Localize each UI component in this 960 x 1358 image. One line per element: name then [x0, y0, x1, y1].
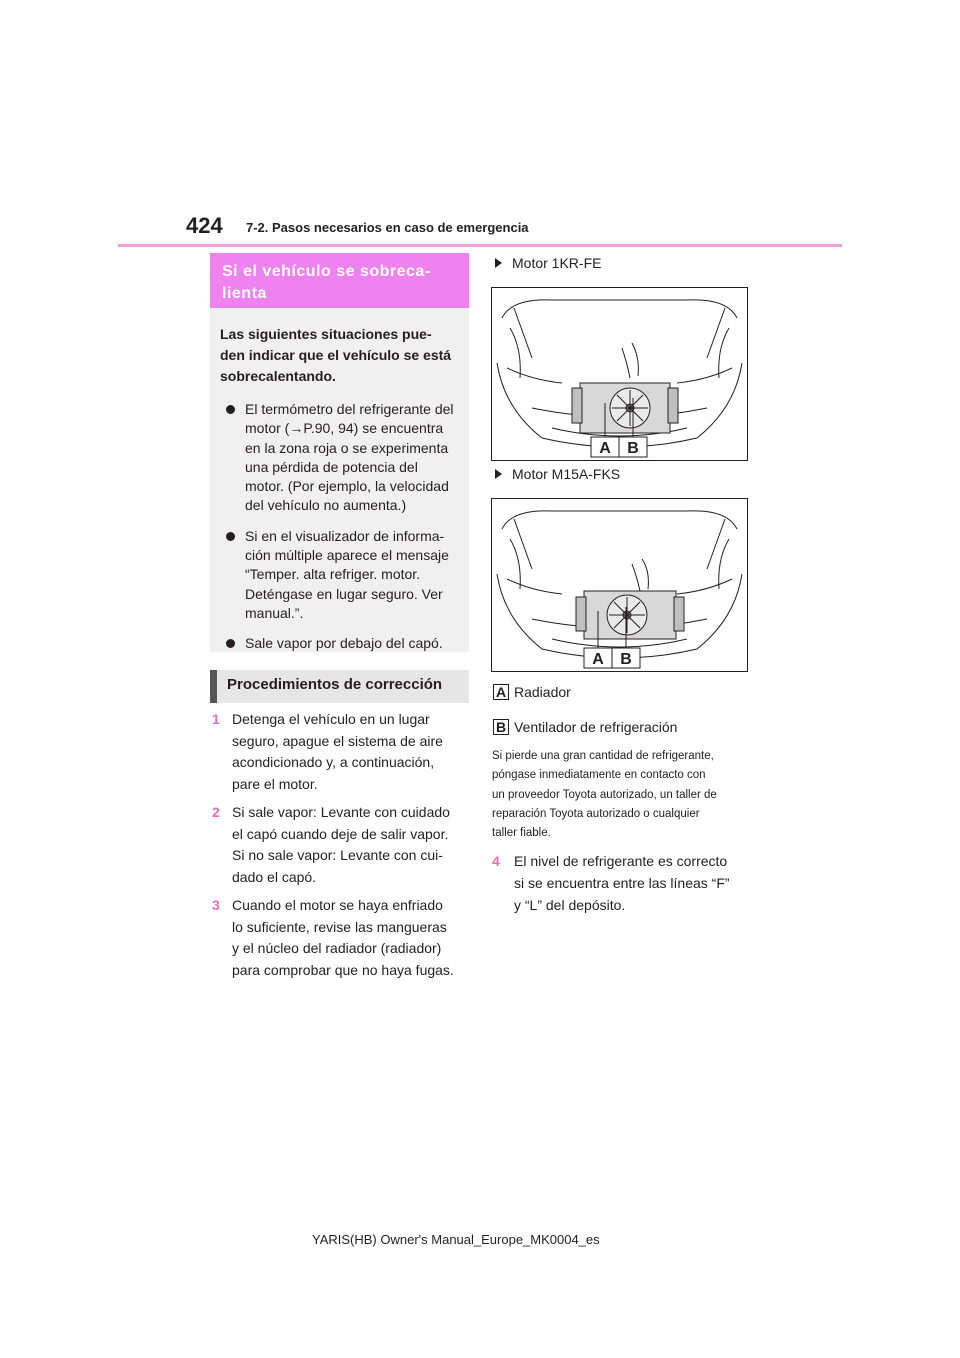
procedure-step	[212, 709, 470, 795]
step-text: Detenga el vehículo en un lugar seguro, apague el sistema de aire acondicionado y, a continuación, pare el motor.	[232, 711, 443, 792]
overheat-panel	[210, 308, 469, 652]
callout-a: A	[592, 651, 604, 668]
bullet-dot-icon	[226, 405, 235, 414]
procedure-step	[212, 802, 470, 888]
motor-label-1kr	[492, 255, 601, 271]
bullet-text: El termómetro del refrigerante del motor (→P.90, 94) se encuentra en la zona roja o se experimenta una pérdida de potencia del motor. (Por ejemplo, la velocidad del vehículo no aumenta.)	[245, 401, 454, 514]
section-title: 7-2. Pasos necesarios en caso de emergencia	[246, 220, 529, 235]
step-number: 1	[212, 711, 220, 727]
overheat-intro: Las siguientes situaciones pue- den indicar que el vehículo se está sobrecalentando.	[220, 326, 452, 384]
triangle-bullet-icon	[495, 258, 502, 268]
engine-figure-1kr	[491, 287, 748, 461]
callout-b: B	[620, 651, 632, 668]
procedure-steps	[212, 709, 470, 988]
engine-bay-illustration	[492, 499, 747, 671]
step-text: Cuando el motor se haya enfriado lo suficiente, revise las mangueras y el núcleo del radiador (radiador) para comprobar que no haya fugas.	[232, 897, 454, 978]
legend-key: A	[493, 684, 509, 700]
overheat-title: Si el vehículo se sobreca- lienta	[210, 253, 469, 308]
step-text: El nivel de refrigerante es correcto si se encuentra entre las líneas “F” y “L” del depósito.	[514, 853, 730, 913]
legend-key: B	[493, 719, 509, 735]
step-number: 2	[212, 804, 220, 820]
procedure-step	[212, 895, 470, 981]
coolant-loss-note: Si pierde una gran cantidad de refrigerante, póngase inmediatamente en contacto con un proveedor Toyota autorizado, un taller de reparación Toyota autorizado o cualquier taller fiable.	[492, 750, 717, 840]
overheat-bullet	[220, 527, 457, 623]
overheat-bullet	[220, 634, 457, 653]
bullet-dot-icon	[226, 639, 235, 648]
legend-text: Radiador	[514, 684, 571, 700]
bullet-text: Si en el visualizador de informa- ción múltiple aparece el mensaje “Temper. alta refriger. motor. Deténgase en lugar seguro. Ver manual.”.	[245, 527, 449, 621]
bullet-text: Sale vapor por debajo del capó.	[245, 635, 443, 652]
step-number: 4	[492, 853, 500, 869]
engine-bay-illustration	[492, 288, 747, 460]
motor-label-text: Motor 1KR-FE	[512, 255, 602, 271]
legend-item-fan	[493, 719, 677, 735]
step-number: 3	[212, 897, 220, 913]
bullet-dot-icon	[226, 532, 235, 541]
motor-label-text: Motor M15A-FKS	[512, 466, 621, 482]
footer-manual-id: YARIS(HB) Owner's Manual_Europe_MK0004_es	[312, 1232, 600, 1247]
callout-b: B	[627, 440, 639, 457]
procedure-step-4	[492, 850, 752, 916]
legend-item-radiator	[493, 684, 571, 700]
overheat-bullet	[220, 400, 457, 516]
page-number: 424	[186, 213, 223, 238]
callout-a: A	[599, 440, 611, 457]
procedures-title: Procedimientos de corrección	[210, 670, 469, 703]
header-rule	[118, 244, 842, 247]
triangle-bullet-icon	[495, 469, 502, 479]
step-text: Si sale vapor: Levante con cuidado el capó cuando deje de salir vapor. Si no sale vapor: Levante con cui- dado el capó.	[232, 804, 450, 885]
motor-label-m15a	[492, 466, 620, 482]
engine-figure-m15a	[491, 498, 748, 672]
legend-text: Ventilador de refrigeración	[514, 719, 678, 735]
